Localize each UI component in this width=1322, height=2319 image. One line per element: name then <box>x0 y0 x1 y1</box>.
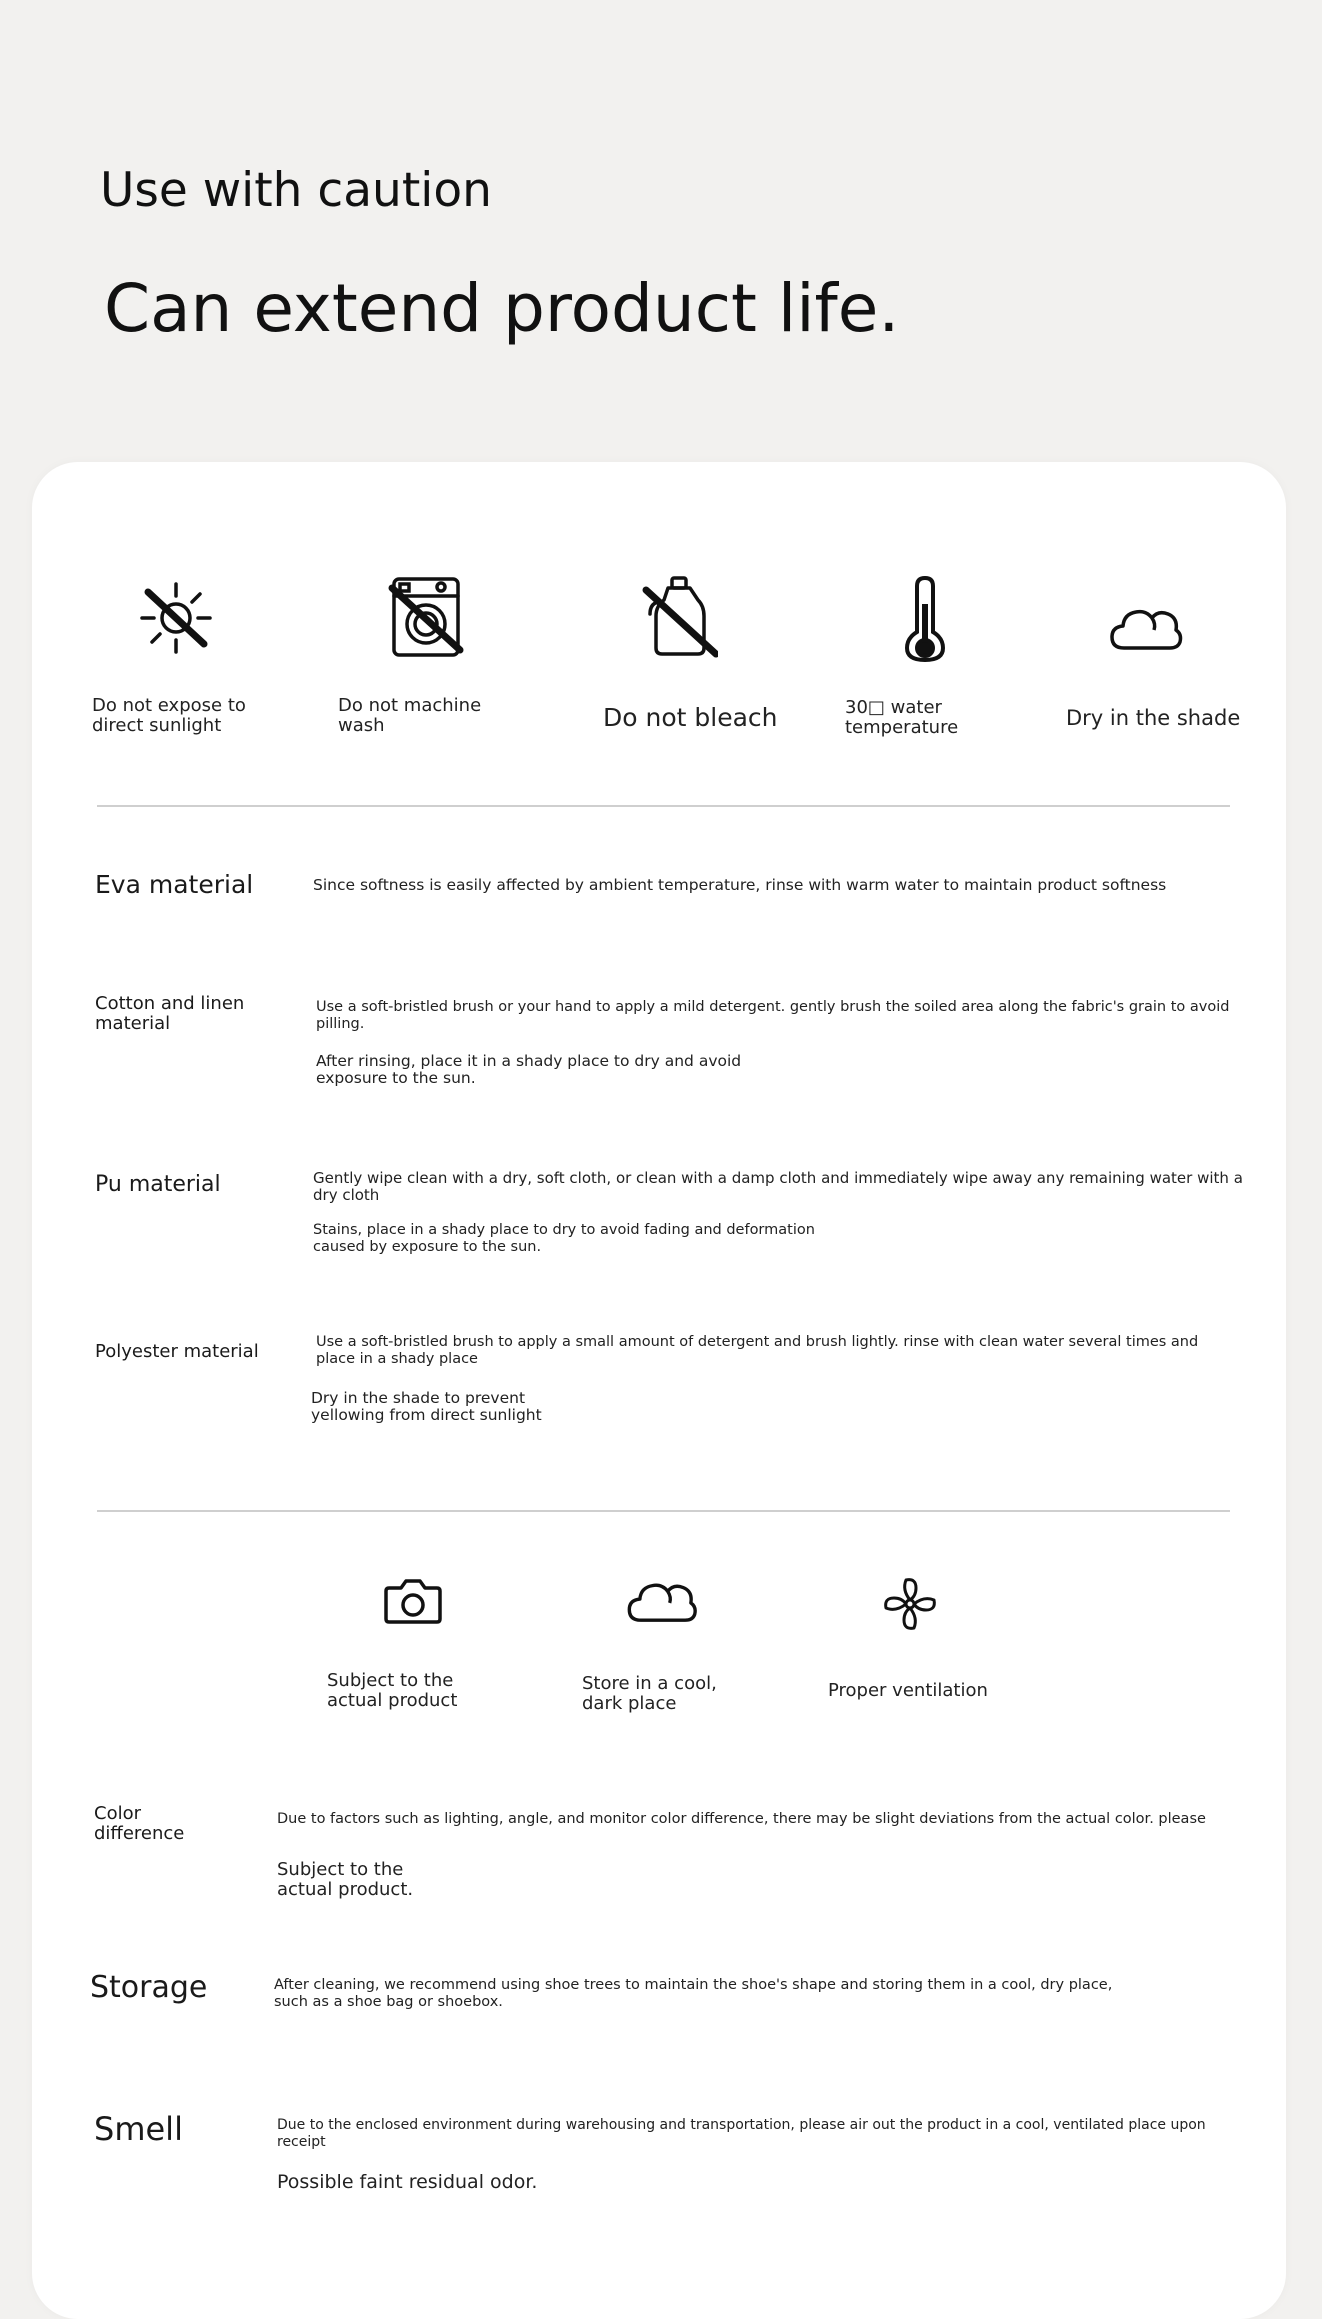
cloud-icon <box>1108 602 1184 654</box>
material-text-cotton-linen-2: After rinsing, place it in a shady place to dry and avoid exposure to the sun. <box>316 1052 742 1087</box>
material-text-pu-2: Stains, place in a shady place to dry to avoid fading and deformation caused by exposure to the sun. <box>313 1222 815 1255</box>
material-text-cotton-linen-1: Use a soft-bristled brush or your hand to apply a mild detergent. gently brush the soiled area along the fabric's grain to avoid pilling. <box>316 999 1230 1032</box>
care-card <box>32 462 1286 2319</box>
heading-use-with-caution: Use with caution <box>100 163 492 218</box>
material-name-pu: Pu material <box>95 1172 221 1197</box>
note-name-storage: Storage <box>90 1970 208 2005</box>
note-text-smell-1: Due to the enclosed environment during warehousing and transportation, please air out the product in a cool, ventilated place upon receipt <box>277 2117 1206 2150</box>
thermometer-icon <box>903 574 947 664</box>
no-machine-wash-icon <box>386 574 466 660</box>
material-text-polyester-2: Dry in the shade to prevent yellowing from direct sunlight <box>311 1389 542 1424</box>
care-label-sunlight: Do not expose to direct sunlight <box>92 695 246 736</box>
cloud-icon <box>625 1576 699 1626</box>
note-text-smell-2: Possible faint residual odor. <box>277 2171 538 2193</box>
notice-label-ventilation: Proper ventilation <box>828 1680 988 1701</box>
no-bleach-icon <box>642 574 718 660</box>
material-text-polyester-1: Use a soft-bristled brush to apply a small amount of detergent and brush lightly. rinse with clean water several times and place in a shady place <box>316 1334 1199 1367</box>
divider <box>97 1510 1230 1512</box>
note-name-color-difference: Color difference <box>94 1803 185 1844</box>
note-name-smell: Smell <box>94 2110 183 2148</box>
material-name-eva: Eva material <box>95 870 254 899</box>
material-name-polyester: Polyester material <box>95 1341 259 1362</box>
care-label-water-temperature: 30□ water temperature <box>845 697 959 738</box>
heading-extend-life: Can extend product life. <box>104 270 900 347</box>
notice-label-actual-product: Subject to the actual product <box>327 1670 458 1711</box>
material-text-eva: Since softness is easily affected by ambient temperature, rinse with warm water to maintain product softness <box>313 876 1167 894</box>
divider <box>97 805 1230 807</box>
care-label-machine-wash: Do not machine wash <box>338 695 482 736</box>
material-text-pu-1: Gently wipe clean with a dry, soft cloth, or clean with a damp cloth and immediately wipe away any remaining water with a dry cloth <box>313 1169 1243 1204</box>
camera-icon <box>383 1576 443 1626</box>
material-name-cotton-linen: Cotton and linen material <box>95 993 245 1034</box>
care-label-dry-shade: Dry in the shade <box>1066 706 1241 730</box>
note-text-color-difference-1: Due to factors such as lighting, angle, and monitor color difference, there may be slight deviations from the actual color. please <box>277 1811 1206 1827</box>
care-label-bleach: Do not bleach <box>603 703 778 732</box>
no-sun-icon <box>134 576 218 660</box>
note-text-storage: After cleaning, we recommend using shoe trees to maintain the shoe's shape and storing them in a cool, dry place, such as a shoe bag or shoebox. <box>274 1977 1113 2010</box>
fan-icon <box>880 1574 940 1634</box>
notice-label-store-cool: Store in a cool, dark place <box>582 1673 717 1714</box>
note-text-color-difference-2: Subject to the actual product. <box>277 1859 414 1900</box>
